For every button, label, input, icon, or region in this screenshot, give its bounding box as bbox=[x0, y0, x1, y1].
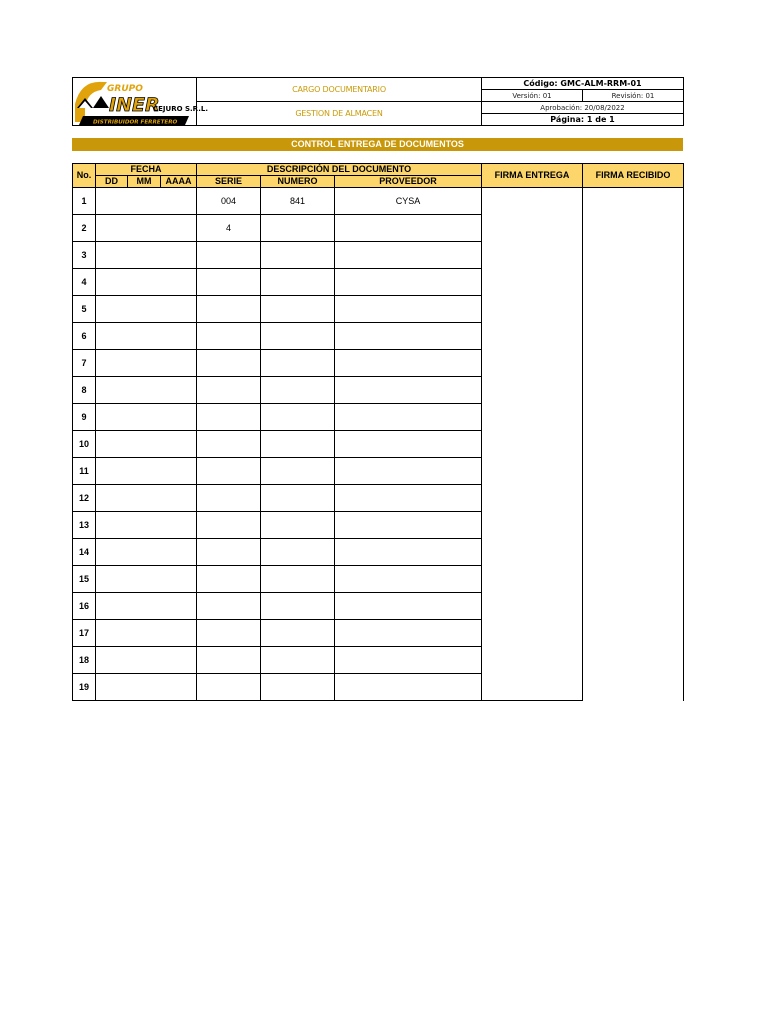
serie-cell[interactable] bbox=[197, 674, 261, 701]
row-number: 7 bbox=[73, 350, 96, 377]
fecha-cell[interactable] bbox=[96, 485, 197, 512]
fecha-cell[interactable] bbox=[96, 674, 197, 701]
serie-cell[interactable] bbox=[197, 566, 261, 593]
serie-cell[interactable] bbox=[197, 404, 261, 431]
company-logo bbox=[73, 78, 208, 126]
fecha-cell[interactable] bbox=[96, 404, 197, 431]
serie-cell[interactable]: 4 bbox=[197, 215, 261, 242]
serie-cell[interactable] bbox=[197, 458, 261, 485]
row-number: 2 bbox=[73, 215, 96, 242]
proveedor-cell[interactable] bbox=[335, 593, 482, 620]
table-row bbox=[73, 188, 684, 215]
fecha-cell[interactable] bbox=[96, 566, 197, 593]
document-approval: Aprobación: 20/08/2022 bbox=[482, 102, 684, 114]
fecha-cell[interactable] bbox=[96, 647, 197, 674]
row-number: 3 bbox=[73, 242, 96, 269]
numero-cell[interactable] bbox=[261, 296, 335, 323]
numero-cell[interactable] bbox=[261, 620, 335, 647]
header-no: No. bbox=[73, 164, 96, 188]
proveedor-cell[interactable] bbox=[335, 485, 482, 512]
fecha-cell[interactable] bbox=[96, 431, 197, 458]
header-firma-recibido: FIRMA RECIBIDO bbox=[583, 164, 684, 188]
proveedor-cell[interactable] bbox=[335, 566, 482, 593]
header-serie: SERIE bbox=[197, 176, 261, 188]
row-number: 8 bbox=[73, 377, 96, 404]
svg-text:INER: INER bbox=[109, 94, 160, 116]
header-firma-entrega: FIRMA ENTREGA bbox=[482, 164, 583, 188]
row-number: 10 bbox=[73, 431, 96, 458]
proveedor-cell[interactable] bbox=[335, 647, 482, 674]
row-number: 1 bbox=[73, 188, 96, 215]
numero-cell[interactable] bbox=[261, 593, 335, 620]
row-number: 16 bbox=[73, 593, 96, 620]
row-number: 15 bbox=[73, 566, 96, 593]
serie-cell[interactable] bbox=[197, 485, 261, 512]
fecha-cell[interactable] bbox=[96, 620, 197, 647]
firma-entrega-cell[interactable] bbox=[482, 188, 583, 701]
serie-cell[interactable] bbox=[197, 593, 261, 620]
numero-cell[interactable] bbox=[261, 323, 335, 350]
header-mm: MM bbox=[128, 176, 161, 188]
document-title: CARGO DOCUMENTARIO bbox=[197, 78, 482, 102]
row-number: 19 bbox=[73, 674, 96, 701]
document-revision: Revisión: 01 bbox=[583, 90, 684, 102]
serie-cell[interactable] bbox=[197, 620, 261, 647]
proveedor-cell[interactable] bbox=[335, 458, 482, 485]
header-proveedor: PROVEEDOR bbox=[335, 176, 482, 188]
numero-cell[interactable] bbox=[261, 377, 335, 404]
miner-logo-icon bbox=[73, 78, 208, 127]
row-number: 13 bbox=[73, 512, 96, 539]
serie-cell[interactable] bbox=[197, 296, 261, 323]
numero-cell[interactable] bbox=[261, 269, 335, 296]
svg-text:CEJURO S.R.L.: CEJURO S.R.L. bbox=[153, 105, 208, 113]
fecha-cell[interactable] bbox=[96, 377, 197, 404]
proveedor-cell[interactable] bbox=[335, 620, 482, 647]
row-number: 12 bbox=[73, 485, 96, 512]
row-number: 18 bbox=[73, 647, 96, 674]
proveedor-cell[interactable] bbox=[335, 215, 482, 242]
fecha-cell[interactable] bbox=[96, 215, 197, 242]
row-number: 5 bbox=[73, 296, 96, 323]
row-number: 14 bbox=[73, 539, 96, 566]
numero-cell[interactable] bbox=[261, 242, 335, 269]
numero-cell[interactable] bbox=[261, 485, 335, 512]
row-number: 17 bbox=[73, 620, 96, 647]
proveedor-cell[interactable] bbox=[335, 674, 482, 701]
proveedor-cell[interactable] bbox=[335, 269, 482, 296]
serie-cell[interactable] bbox=[197, 377, 261, 404]
proveedor-cell[interactable] bbox=[335, 404, 482, 431]
serie-cell[interactable]: 004 bbox=[197, 188, 261, 215]
serie-cell[interactable] bbox=[197, 431, 261, 458]
proveedor-cell[interactable] bbox=[335, 539, 482, 566]
proveedor-cell[interactable] bbox=[335, 323, 482, 350]
numero-cell[interactable] bbox=[261, 350, 335, 377]
fecha-cell[interactable] bbox=[96, 269, 197, 296]
row-number: 6 bbox=[73, 323, 96, 350]
numero-cell[interactable] bbox=[261, 647, 335, 674]
proveedor-cell[interactable] bbox=[335, 431, 482, 458]
row-number: 9 bbox=[73, 404, 96, 431]
header-dd: DD bbox=[96, 176, 128, 188]
section-title: CONTROL ENTREGA DE DOCUMENTOS bbox=[72, 138, 683, 151]
fecha-cell[interactable] bbox=[96, 296, 197, 323]
row-number: 11 bbox=[73, 458, 96, 485]
row-number: 4 bbox=[73, 269, 96, 296]
serie-cell[interactable] bbox=[197, 242, 261, 269]
numero-cell[interactable] bbox=[261, 404, 335, 431]
numero-cell[interactable] bbox=[261, 431, 335, 458]
header-numero: NUMERO bbox=[261, 176, 335, 188]
serie-cell[interactable] bbox=[197, 647, 261, 674]
document-header bbox=[72, 77, 684, 126]
serie-cell[interactable] bbox=[197, 350, 261, 377]
proveedor-cell[interactable] bbox=[335, 377, 482, 404]
svg-text:GRUPO: GRUPO bbox=[107, 84, 143, 94]
fecha-cell[interactable] bbox=[96, 242, 197, 269]
fecha-cell[interactable] bbox=[96, 593, 197, 620]
fecha-cell[interactable] bbox=[96, 458, 197, 485]
firma-recibido-cell[interactable] bbox=[583, 188, 684, 701]
serie-cell[interactable] bbox=[197, 512, 261, 539]
header-descripcion: DESCRIPCIÓN DEL DOCUMENTO bbox=[197, 164, 482, 176]
document-version: Versión: 01 bbox=[482, 90, 583, 102]
header-fecha: FECHA bbox=[96, 164, 197, 176]
numero-cell[interactable] bbox=[261, 566, 335, 593]
fecha-cell[interactable] bbox=[96, 323, 197, 350]
proveedor-cell[interactable] bbox=[335, 296, 482, 323]
numero-cell[interactable]: 841 bbox=[261, 188, 335, 215]
svg-text:DISTRIBUIDOR FERRETERO: DISTRIBUIDOR FERRETERO bbox=[93, 119, 178, 126]
document-code: Código: GMC-ALM-RRM-01 bbox=[482, 78, 684, 90]
numero-cell[interactable] bbox=[261, 512, 335, 539]
numero-cell[interactable] bbox=[261, 539, 335, 566]
fecha-cell[interactable] bbox=[96, 350, 197, 377]
proveedor-cell[interactable] bbox=[335, 350, 482, 377]
document-page: Página: 1 de 1 bbox=[482, 114, 684, 126]
document-area: GESTION DE ALMACEN bbox=[197, 102, 482, 126]
fecha-cell[interactable] bbox=[96, 188, 197, 215]
fecha-cell[interactable] bbox=[96, 539, 197, 566]
numero-cell[interactable] bbox=[261, 458, 335, 485]
serie-cell[interactable] bbox=[197, 269, 261, 296]
serie-cell[interactable] bbox=[197, 323, 261, 350]
header-aaaa: AAAA bbox=[161, 176, 197, 188]
serie-cell[interactable] bbox=[197, 539, 261, 566]
proveedor-cell[interactable] bbox=[335, 512, 482, 539]
fecha-cell[interactable] bbox=[96, 512, 197, 539]
proveedor-cell[interactable]: CYSA bbox=[335, 188, 482, 215]
delivery-control-table bbox=[72, 163, 684, 701]
numero-cell[interactable] bbox=[261, 674, 335, 701]
numero-cell[interactable] bbox=[261, 215, 335, 242]
proveedor-cell[interactable] bbox=[335, 242, 482, 269]
